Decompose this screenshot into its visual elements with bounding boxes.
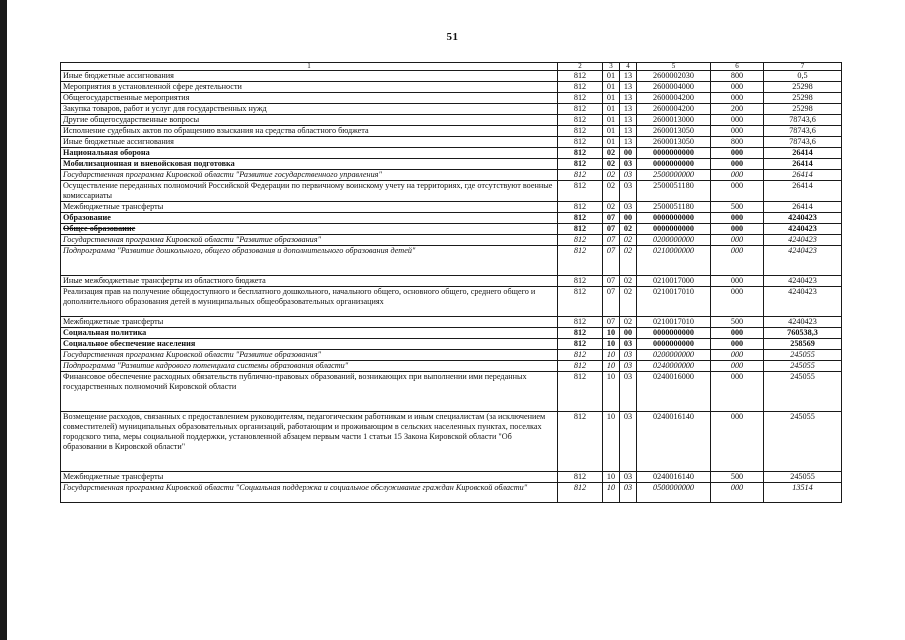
expense-type-code: 000 <box>711 126 764 137</box>
section-code: 07 <box>603 276 620 287</box>
line-item-text: Подпрограмма "Развитие кадрового потенциала системы образования области" <box>63 361 349 370</box>
section-code: 07 <box>603 287 620 317</box>
table-row <box>61 472 842 483</box>
expense-type-code: 000 <box>711 372 764 412</box>
line-item-name <box>61 170 558 181</box>
subsection-code: 03 <box>620 159 637 170</box>
section-code: 02 <box>603 202 620 213</box>
line-item-name <box>61 372 558 412</box>
section-code: 02 <box>603 181 620 202</box>
amount: 25298 <box>764 93 842 104</box>
amount: 0,5 <box>764 71 842 82</box>
target-article-code: 2600013050 <box>637 137 711 148</box>
target-article-code: 0000000000 <box>637 328 711 339</box>
section-code: 01 <box>603 115 620 126</box>
subsection-code: 00 <box>620 328 637 339</box>
line-item-text: Подпрограмма "Развитие дошкольного, общего образования и дополнительного образования детей" <box>63 246 416 255</box>
line-item-text: Образование <box>63 213 111 222</box>
target-article-code: 0200000000 <box>637 350 711 361</box>
target-article-code: 0000000000 <box>637 339 711 350</box>
expense-type-code: 000 <box>711 235 764 246</box>
expense-type-code: 000 <box>711 276 764 287</box>
expense-type-code: 200 <box>711 104 764 115</box>
line-item-text: Государственная программа Кировской области "Развитие государственного управления" <box>63 170 382 179</box>
ministry-code: 812 <box>558 235 603 246</box>
line-item-name <box>61 287 558 317</box>
table-row <box>61 224 842 235</box>
section-code: 10 <box>603 361 620 372</box>
ministry-code: 812 <box>558 148 603 159</box>
section-code: 10 <box>603 472 620 483</box>
expense-type-code: 500 <box>711 317 764 328</box>
target-article-code: 0000000000 <box>637 224 711 235</box>
scan-edge <box>0 0 7 640</box>
subsection-code: 13 <box>620 126 637 137</box>
line-item-text: Возмещение расходов, связанных с предоставлением руководителям, педагогическим работникам и иным специалистам (за исключением совместителей) муниципальных образовательных организаций, работающим и проживающим в сельских населенных пунктах, поселках городского типа, меры социальной поддержки, установленной абзацем первым части 1 статьи 15 Закона Кировской области "Об образовании в Кировской области" <box>63 412 546 451</box>
line-item-name <box>61 213 558 224</box>
table-row <box>61 71 842 82</box>
expense-type-code: 000 <box>711 287 764 317</box>
section-code: 01 <box>603 93 620 104</box>
section-code: 01 <box>603 137 620 148</box>
target-article-code: 0240000000 <box>637 361 711 372</box>
line-item-name <box>61 328 558 339</box>
subsection-code: 03 <box>620 202 637 213</box>
amount: 26414 <box>764 148 842 159</box>
ministry-code: 812 <box>558 170 603 181</box>
line-item-name <box>61 224 558 235</box>
target-article-code: 2600013050 <box>637 126 711 137</box>
ministry-code: 812 <box>558 412 603 472</box>
target-article-code: 0000000000 <box>637 159 711 170</box>
target-article-code: 0000000000 <box>637 148 711 159</box>
line-item-text: Реализация прав на получение общедоступного и бесплатного дошкольного, начального общего, основного общего, среднего общего и дополнительного образования детей в муниципальных общеобразовательных организациях <box>63 287 536 306</box>
ministry-code: 812 <box>558 483 603 503</box>
section-code: 01 <box>603 126 620 137</box>
target-article-code: 0500000000 <box>637 483 711 503</box>
amount: 245055 <box>764 412 842 472</box>
target-article-code: 0240016000 <box>637 372 711 412</box>
amount: 26414 <box>764 170 842 181</box>
subsection-code: 02 <box>620 246 637 276</box>
ministry-code: 812 <box>558 137 603 148</box>
ministry-code: 812 <box>558 246 603 276</box>
line-item-name <box>61 276 558 287</box>
page-number: 51 <box>446 31 459 43</box>
line-item-name <box>61 104 558 115</box>
amount: 26414 <box>764 159 842 170</box>
amount: 4240423 <box>764 287 842 317</box>
amount: 760538,3 <box>764 328 842 339</box>
table-row <box>61 287 842 317</box>
ministry-code: 812 <box>558 104 603 115</box>
ministry-code: 812 <box>558 202 603 213</box>
ministry-code: 812 <box>558 287 603 317</box>
target-article-code: 2500051180 <box>637 202 711 213</box>
section-code: 07 <box>603 317 620 328</box>
target-article-code: 0210000000 <box>637 246 711 276</box>
target-article-code: 0210017010 <box>637 317 711 328</box>
table-row <box>61 181 842 202</box>
table-row <box>61 361 842 372</box>
table-row <box>61 317 842 328</box>
subsection-code: 13 <box>620 137 637 148</box>
expense-type-code: 000 <box>711 483 764 503</box>
ministry-code: 812 <box>558 159 603 170</box>
section-code: 07 <box>603 224 620 235</box>
subsection-code: 13 <box>620 115 637 126</box>
ministry-code: 812 <box>558 181 603 202</box>
target-article-code: 2600002030 <box>637 71 711 82</box>
line-item-text: Мобилизационная и вневойсковая подготовка <box>63 159 235 168</box>
subsection-code: 02 <box>620 276 637 287</box>
line-item-text: Мероприятия в установленной сфере деятельности <box>63 82 242 91</box>
header-cell: 2 <box>558 63 603 71</box>
amount: 25298 <box>764 82 842 93</box>
section-code: 10 <box>603 372 620 412</box>
table-row <box>61 246 842 276</box>
amount: 26414 <box>764 202 842 213</box>
subsection-code: 13 <box>620 71 637 82</box>
amount: 245055 <box>764 372 842 412</box>
line-item-text: Осуществление переданных полномочий Российской Федерации по первичному воинскому учету на территориях, где отсутствуют военные комиссариаты <box>63 181 553 200</box>
section-code: 02 <box>603 148 620 159</box>
line-item-text: Иные межбюджетные трансферты из областного бюджета <box>63 276 266 285</box>
table-row <box>61 159 842 170</box>
table-row <box>61 372 842 412</box>
amount: 25298 <box>764 104 842 115</box>
amount: 78743,6 <box>764 126 842 137</box>
subsection-code: 13 <box>620 93 637 104</box>
header-cell: 4 <box>620 63 637 71</box>
expense-type-code: 000 <box>711 224 764 235</box>
table-row <box>61 276 842 287</box>
header-cell: 1 <box>61 63 558 71</box>
target-article-code: 0210017010 <box>637 287 711 317</box>
expense-type-code: 000 <box>711 93 764 104</box>
ministry-code: 812 <box>558 328 603 339</box>
subsection-code: 00 <box>620 213 637 224</box>
expense-type-code: 000 <box>711 339 764 350</box>
ministry-code: 812 <box>558 372 603 412</box>
line-item-name <box>61 350 558 361</box>
expense-type-code: 000 <box>711 159 764 170</box>
subsection-code: 03 <box>620 170 637 181</box>
line-item-name <box>61 361 558 372</box>
line-item-name <box>61 126 558 137</box>
amount: 78743,6 <box>764 115 842 126</box>
ministry-code: 812 <box>558 472 603 483</box>
expense-type-code: 000 <box>711 148 764 159</box>
ministry-code: 812 <box>558 115 603 126</box>
section-code: 10 <box>603 483 620 503</box>
line-item-name <box>61 412 558 472</box>
subsection-code: 02 <box>620 317 637 328</box>
line-item-text: Государственная программа Кировской области "Развитие образования" <box>63 350 322 359</box>
target-article-code: 0210017000 <box>637 276 711 287</box>
table-row <box>61 137 842 148</box>
section-code: 07 <box>603 246 620 276</box>
amount: 26414 <box>764 181 842 202</box>
line-item-name <box>61 137 558 148</box>
line-item-text: Межбюджетные трансферты <box>63 317 164 326</box>
subsection-code: 03 <box>620 412 637 472</box>
ministry-code: 812 <box>558 93 603 104</box>
line-item-name <box>61 317 558 328</box>
subsection-code: 03 <box>620 361 637 372</box>
target-article-code: 2600004200 <box>637 93 711 104</box>
expense-type-code: 000 <box>711 115 764 126</box>
table-row <box>61 339 842 350</box>
table-row <box>61 170 842 181</box>
line-item-text: Национальная оборона <box>63 148 150 157</box>
expense-type-code: 000 <box>711 170 764 181</box>
target-article-code: 2500051180 <box>637 181 711 202</box>
table-row <box>61 483 842 503</box>
line-item-text: Общее образование <box>63 224 136 233</box>
target-article-code: 2600004200 <box>637 104 711 115</box>
amount: 78743,6 <box>764 137 842 148</box>
section-code: 10 <box>603 412 620 472</box>
subsection-code: 03 <box>620 339 637 350</box>
ministry-code: 812 <box>558 361 603 372</box>
ministry-code: 812 <box>558 82 603 93</box>
line-item-text: Общегосударственные мероприятия <box>63 93 190 102</box>
line-item-text: Государственная программа Кировской области "Развитие образования" <box>63 235 322 244</box>
expense-type-code: 000 <box>711 412 764 472</box>
section-code: 02 <box>603 170 620 181</box>
amount: 4240423 <box>764 224 842 235</box>
line-item-name <box>61 246 558 276</box>
subsection-code: 03 <box>620 472 637 483</box>
line-item-text: Иные бюджетные ассигнования <box>63 71 174 80</box>
line-item-text: Финансовое обеспечение расходных обязательств публично-правовых образований, возникающих при выполнении ими переданных государственных полномочий Кировской области <box>63 372 527 391</box>
budget-table <box>60 62 842 503</box>
line-item-name <box>61 159 558 170</box>
expense-type-code: 800 <box>711 137 764 148</box>
line-item-text: Иные бюджетные ассигнования <box>63 137 174 146</box>
subsection-code: 02 <box>620 235 637 246</box>
header-cell: 6 <box>711 63 764 71</box>
amount: 4240423 <box>764 235 842 246</box>
line-item-name <box>61 148 558 159</box>
line-item-name <box>61 235 558 246</box>
amount: 4240423 <box>764 276 842 287</box>
table-row <box>61 328 842 339</box>
ministry-code: 812 <box>558 126 603 137</box>
amount: 4240423 <box>764 317 842 328</box>
target-article-code: 0240016140 <box>637 412 711 472</box>
line-item-name <box>61 339 558 350</box>
table-row <box>61 126 842 137</box>
table-row <box>61 213 842 224</box>
ministry-code: 812 <box>558 350 603 361</box>
section-code: 07 <box>603 213 620 224</box>
expense-type-code: 500 <box>711 202 764 213</box>
target-article-code: 0200000000 <box>637 235 711 246</box>
line-item-name <box>61 181 558 202</box>
subsection-code: 13 <box>620 82 637 93</box>
table-row <box>61 235 842 246</box>
line-item-name <box>61 472 558 483</box>
line-item-name <box>61 82 558 93</box>
subsection-code: 03 <box>620 372 637 412</box>
expense-type-code: 000 <box>711 246 764 276</box>
expense-type-code: 000 <box>711 361 764 372</box>
section-code: 01 <box>603 104 620 115</box>
line-item-text: Государственная программа Кировской области "Социальная поддержка и социальное обслуживание граждан Кировской области" <box>63 483 528 492</box>
table-row <box>61 148 842 159</box>
column-number-header <box>61 63 842 71</box>
amount: 245055 <box>764 472 842 483</box>
line-item-text: Закупка товаров, работ и услуг для государственных нужд <box>63 104 267 113</box>
target-article-code: 2600004000 <box>637 82 711 93</box>
ministry-code: 812 <box>558 71 603 82</box>
line-item-name <box>61 483 558 503</box>
line-item-name <box>61 93 558 104</box>
table-row <box>61 82 842 93</box>
expense-type-code: 000 <box>711 328 764 339</box>
line-item-text: Социальное обеспечение населения <box>63 339 196 348</box>
expense-type-code: 000 <box>711 350 764 361</box>
subsection-code: 02 <box>620 224 637 235</box>
amount: 13514 <box>764 483 842 503</box>
line-item-text: Другие общегосударственные вопросы <box>63 115 200 124</box>
subsection-code: 00 <box>620 148 637 159</box>
section-code: 01 <box>603 71 620 82</box>
target-article-code: 2600013000 <box>637 115 711 126</box>
amount: 4240423 <box>764 246 842 276</box>
line-item-name <box>61 71 558 82</box>
table-row <box>61 412 842 472</box>
expense-type-code: 000 <box>711 82 764 93</box>
line-item-name <box>61 115 558 126</box>
table-row <box>61 115 842 126</box>
section-code: 02 <box>603 159 620 170</box>
line-item-text: Исполнение судебных актов по обращению взыскания на средства областного бюджета <box>63 126 369 135</box>
header-cell: 5 <box>637 63 711 71</box>
table-row <box>61 350 842 361</box>
expense-type-code: 000 <box>711 213 764 224</box>
subsection-code: 03 <box>620 483 637 503</box>
expense-type-code: 500 <box>711 472 764 483</box>
section-code: 10 <box>603 350 620 361</box>
expense-type-code: 000 <box>711 181 764 202</box>
ministry-code: 812 <box>558 276 603 287</box>
subsection-code: 03 <box>620 350 637 361</box>
ministry-code: 812 <box>558 224 603 235</box>
table-row <box>61 202 842 213</box>
amount: 258569 <box>764 339 842 350</box>
table-row <box>61 104 842 115</box>
target-article-code: 0000000000 <box>637 213 711 224</box>
line-item-text: Межбюджетные трансферты <box>63 202 164 211</box>
subsection-code: 03 <box>620 181 637 202</box>
line-item-text: Социальная политика <box>63 328 147 337</box>
amount: 245055 <box>764 350 842 361</box>
section-code: 10 <box>603 328 620 339</box>
table-row <box>61 93 842 104</box>
amount: 4240423 <box>764 213 842 224</box>
ministry-code: 812 <box>558 317 603 328</box>
line-item-name <box>61 202 558 213</box>
line-item-text: Межбюджетные трансферты <box>63 472 164 481</box>
expense-type-code: 800 <box>711 71 764 82</box>
amount: 245055 <box>764 361 842 372</box>
target-article-code: 0240016140 <box>637 472 711 483</box>
section-code: 01 <box>603 82 620 93</box>
ministry-code: 812 <box>558 213 603 224</box>
section-code: 10 <box>603 339 620 350</box>
ministry-code: 812 <box>558 339 603 350</box>
header-cell: 3 <box>603 63 620 71</box>
subsection-code: 02 <box>620 287 637 317</box>
header-cell: 7 <box>764 63 842 71</box>
subsection-code: 13 <box>620 104 637 115</box>
target-article-code: 2500000000 <box>637 170 711 181</box>
section-code: 07 <box>603 235 620 246</box>
